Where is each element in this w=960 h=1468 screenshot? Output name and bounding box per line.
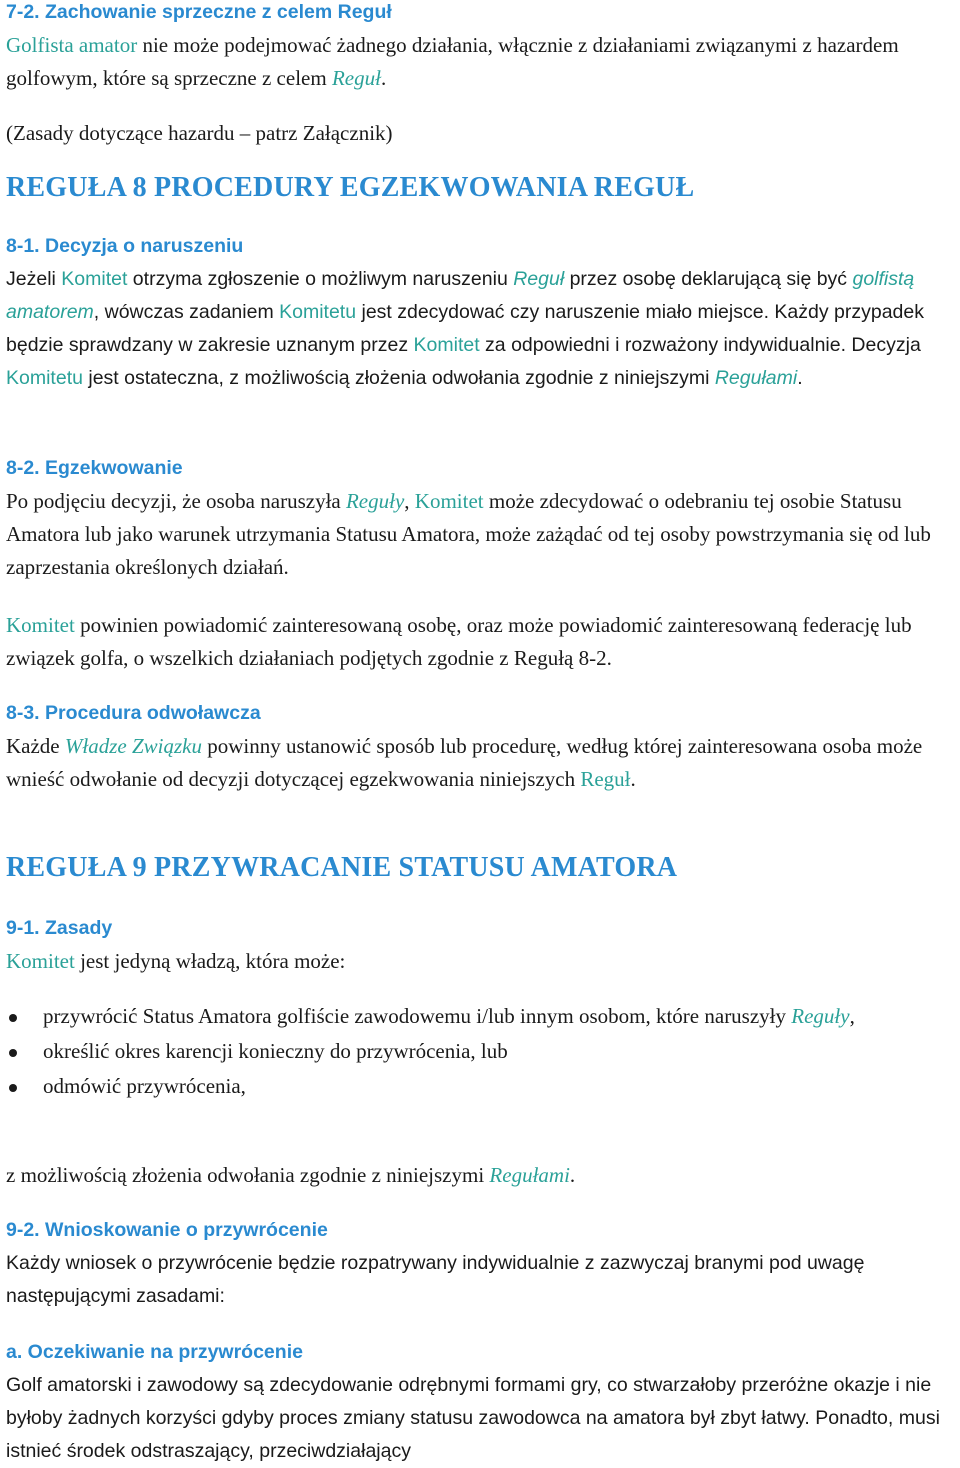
section-heading: 7-2. Zachowanie sprzeczne z celem Reguł <box>6 1 392 23</box>
text: . <box>630 767 636 791</box>
text: Po podjęciu decyzji, że osoba naruszyła <box>6 489 346 513</box>
section-9-1 <box>6 912 956 978</box>
text: z możliwością złożenia odwołania zgodnie z niniejszymi <box>6 1163 490 1187</box>
text: Każde <box>6 734 65 758</box>
text: przez osobę deklarującą się być <box>564 268 853 290</box>
paragraph <box>6 485 956 584</box>
paragraph: Golf amatorski i zawodowy są zdecydowanie odrębnymi formami gry, co stwarzałoby przeróżne okazje i nie byłoby żadnych korzyści gdyby proces zmiany statusu zawodowca na amatora był zbyt łatwy. Ponadto, musi istnieć środek odstraszający, przeciwdziałający <box>6 1374 940 1462</box>
section-8-3 <box>6 697 956 796</box>
list-item <box>6 1000 956 1033</box>
section-a <box>6 1336 956 1468</box>
defined-term: Reguły <box>791 1004 850 1028</box>
defined-term: Komitetu <box>279 301 357 323</box>
paragraph <box>6 730 956 796</box>
section-8-2 <box>6 452 956 584</box>
paragraph-committee-notify <box>6 609 956 675</box>
defined-term: Komitet <box>6 613 75 637</box>
bullet-icon <box>9 1084 17 1092</box>
text: otrzyma zgłoszenie o możliwym naruszeniu <box>127 268 514 290</box>
paragraph <box>6 29 956 95</box>
section-heading: 9-2. Wnioskowanie o przywrócenie <box>6 1219 328 1241</box>
section-heading: 8-2. Egzekwowanie <box>6 457 183 479</box>
text: odmówić przywrócenia, <box>43 1074 246 1098</box>
section-heading: 9-1. Zasady <box>6 917 113 939</box>
text: . <box>797 367 803 389</box>
text: jest ostateczna, z możliwością złożenia odwołania zgodnie z niniejszymi <box>82 367 715 389</box>
section-7-2 <box>6 0 956 95</box>
bullet-list <box>6 1000 956 1103</box>
bullet-icon <box>9 1014 17 1022</box>
defined-term: Regułami <box>489 1163 570 1187</box>
text: powinny ustanowić sposób lub procedurę, według której zainteresowana osoba może wnieść odwołanie od decyzji dotyczącej egzekwowania niniejszych <box>6 734 923 791</box>
text: . <box>380 66 387 90</box>
defined-term: Reguł <box>580 767 631 791</box>
paragraph <box>6 945 956 978</box>
paragraph: Każdy wniosek o przywrócenie będzie rozpatrywany indywidualnie z zazwyczaj branymi pod uwagę następującymi zasadami: <box>6 1252 865 1307</box>
defined-term: Władze Związku <box>64 734 202 758</box>
defined-term: Reguł <box>513 268 565 290</box>
text: , <box>404 489 415 513</box>
rule-8-title: REGUŁA 8 PROCEDURY EGZEKWOWANIA REGUŁ <box>6 172 695 203</box>
rule-9-title: REGUŁA 9 PRZYWRACANIE STATUSU AMATORA <box>6 852 678 883</box>
text: , wówczas zadaniem <box>93 301 280 323</box>
defined-term: Komitet <box>61 268 128 290</box>
defined-term: Komitet <box>414 489 484 513</box>
section-9-2 <box>6 1214 956 1313</box>
paragraph-hazard-note: (Zasady dotyczące hazardu – patrz Załącznik) <box>6 121 393 145</box>
list-item <box>6 1070 956 1103</box>
defined-term: golfistą amatorem <box>6 268 915 323</box>
text: Jeżeli <box>6 268 62 290</box>
section-heading: a. Oczekiwanie na przywrócenie <box>6 1341 303 1363</box>
text: powinien powiadomić zainteresowaną osobę, oraz może powiadomić zainteresowaną federację lub związek golfa, o wszelkich działaniach podjętych zgodnie z Regułą 8-2. <box>6 613 912 670</box>
defined-term: Komitet <box>6 949 75 973</box>
defined-term: Regułami <box>714 367 798 389</box>
text: przywrócić Status Amatora golfiście zawodowemu i/lub innym osobom, które naruszyły <box>43 1004 792 1028</box>
defined-term: Komitetu <box>6 367 83 389</box>
list-item <box>6 1035 956 1068</box>
bullet-icon <box>9 1049 17 1057</box>
section-heading: 8-3. Procedura odwoławcza <box>6 702 261 724</box>
paragraph <box>6 263 956 395</box>
defined-term: Golfista amator <box>6 33 138 57</box>
section-heading: 8-1. Decyzja o naruszeniu <box>6 235 244 257</box>
section-8-1 <box>6 230 956 395</box>
text: . <box>569 1163 576 1187</box>
defined-term: Komitet <box>413 334 480 356</box>
text: nie może podejmować żadnego działania, włącznie z działaniami związanymi z hazardem golfowym, które są sprzeczne z celem <box>6 33 899 90</box>
defined-term: Reguł <box>331 66 381 90</box>
paragraph-appeal <box>6 1159 956 1192</box>
text: , <box>849 1004 855 1028</box>
text: określić okres karencji konieczny do przywrócenia, lub <box>43 1039 508 1063</box>
text: jest zdecydować czy naruszenie miało miejsce. Każdy przypadek będzie sprawdzany w zakresie uznanym przez <box>6 301 924 356</box>
text: może zdecydować o odebraniu tej osobie Statusu Amatora lub jako warunek utrzymania Statusu Amatora, może zażądać od tej osoby powstrzymania się od lub zaprzestania określonych działań. <box>6 489 931 579</box>
text: jest jedyną władzą, która może: <box>74 949 346 973</box>
defined-term: Reguły <box>345 489 405 513</box>
text: za odpowiedni i rozważony indywidualnie. Decyzja <box>479 334 921 356</box>
